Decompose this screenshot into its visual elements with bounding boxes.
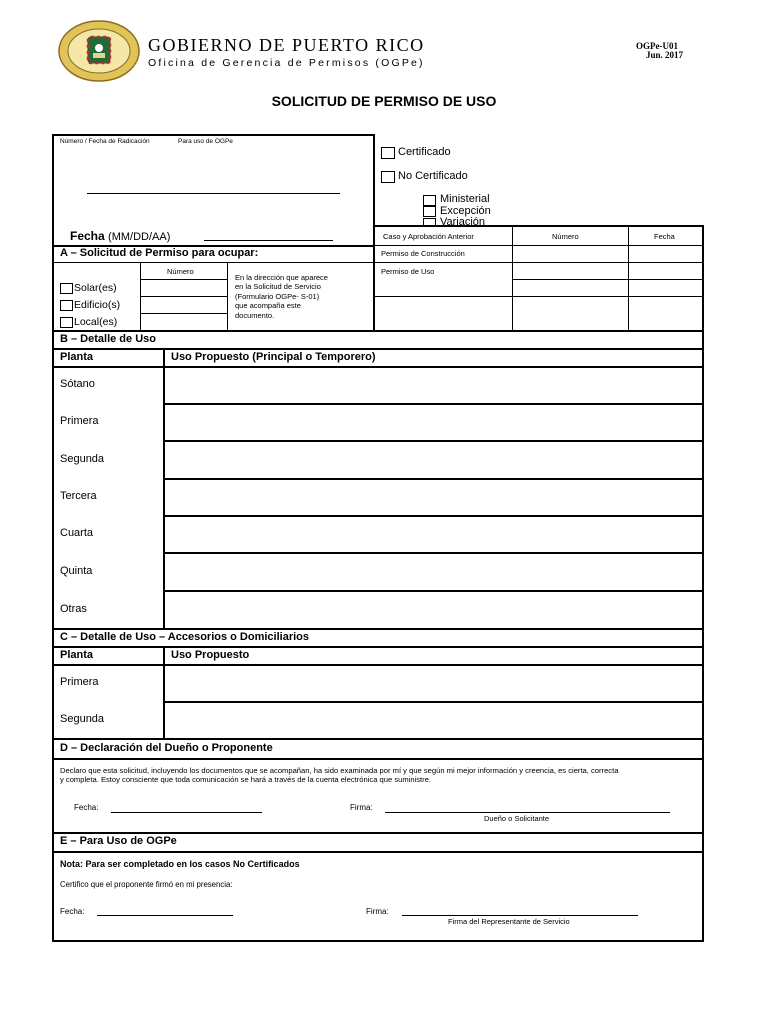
label-numero-fecha-radicacion: Número / Fecha de Radicación: [60, 138, 150, 145]
section-d-fecha-label: Fecha:: [74, 803, 99, 812]
fecha-label: Fecha (MM/DD/AA): [70, 229, 171, 243]
declaration-line-1: Declaro que esta solicitud, incluyendo los documentos que se acompañan, ha sido examinada por mí y que según mi mejor información y creencia, es cierta, correcta: [60, 766, 619, 775]
section-c-planta-header: Planta: [60, 649, 94, 661]
solar-checkbox[interactable]: [60, 283, 73, 294]
accesorio-floor-segunda: Segunda: [60, 713, 105, 725]
ministerial-label: Ministerial: [440, 193, 490, 205]
fecha-header: Fecha: [654, 232, 675, 241]
ministerial-checkbox[interactable]: [423, 195, 436, 206]
section-e-title: E – Para Uso de OGPe: [60, 835, 177, 847]
section-e-signer-label: Firma del Representante de Servicio: [448, 917, 570, 926]
section-d-fecha-input[interactable]: [111, 812, 262, 813]
certificado-checkbox[interactable]: [381, 147, 395, 159]
form-code: OGPe-U01: [636, 41, 678, 51]
edificio-checkbox[interactable]: [60, 300, 73, 311]
uso-input-primera[interactable]: [165, 405, 702, 440]
section-a-note-5: documento.: [235, 311, 275, 320]
section-b-uso-header: Uso Propuesto (Principal o Temporero): [171, 351, 376, 363]
section-e-firma-input[interactable]: [402, 915, 638, 916]
uso-input-sotano[interactable]: [165, 368, 702, 403]
floor-sotano: Sótano: [60, 378, 95, 390]
floor-cuarta: Cuarta: [60, 527, 94, 539]
section-c-title: C – Detalle de Uso – Accesorios o Domiciliarios: [60, 631, 310, 643]
accesorio-input-segunda[interactable]: [165, 703, 702, 738]
floor-otras: Otras: [60, 603, 87, 615]
permiso-construccion-label: Permiso de Construcción: [381, 249, 465, 258]
uso-input-cuarta[interactable]: [165, 517, 702, 552]
section-b-title: B – Detalle de Uso: [60, 333, 156, 345]
floor-primera: Primera: [60, 415, 99, 427]
numero-header: Número: [552, 232, 579, 241]
section-a-note-1: En la dirección que aparece: [235, 273, 328, 282]
section-e-note: Nota: Para ser completado en los casos No Certificados: [60, 859, 300, 869]
local-checkbox[interactable]: [60, 317, 73, 328]
section-e-fecha-input[interactable]: [97, 915, 233, 916]
section-d-firma-input[interactable]: [385, 812, 670, 813]
accesorio-input-primera[interactable]: [165, 666, 702, 701]
uso-input-segunda[interactable]: [165, 442, 702, 478]
section-b-planta-header: Planta: [60, 351, 94, 363]
accesorio-floor-primera: Primera: [60, 676, 99, 688]
section-c-uso-header: Uso Propuesto: [171, 649, 250, 661]
floor-segunda: Segunda: [60, 453, 105, 465]
solar-label: Solar(es): [74, 282, 117, 294]
section-e-fecha-label: Fecha:: [60, 907, 85, 916]
excepcion-checkbox[interactable]: [423, 206, 436, 217]
section-a-note-3: (Formulario OGPe- S-01): [235, 292, 320, 301]
form-date: Jun. 2017: [646, 50, 684, 60]
section-a-note-4: que acompaña este: [235, 301, 301, 310]
caso-header: Caso y Aprobación Anterior: [383, 232, 474, 241]
label-para-uso-ogpe: Para uso de OGPe: [178, 138, 233, 145]
floor-tercera: Tercera: [60, 490, 97, 502]
uso-input-quinta[interactable]: [165, 554, 702, 590]
section-a-note-2: en la Solicitud de Servicio: [235, 282, 321, 291]
certificado-label: Certificado: [398, 146, 451, 158]
no-certificado-label: No Certificado: [398, 170, 468, 182]
section-d-firma-label: Firma:: [350, 803, 373, 812]
section-e-certify: Certifico que el proponente firmó en mi presencia:: [60, 880, 233, 889]
variacion-label: Variación: [440, 217, 486, 225]
declaration-line-2: y completa. Estoy consciente que toda comunicación se hará a través de la cuenta electrónica que suministre.: [60, 775, 432, 784]
excepcion-label: Excepción: [440, 205, 491, 217]
section-a-numero-header: Número: [167, 267, 194, 276]
edificio-label: Edificio(s): [74, 299, 121, 311]
section-d-title: D – Declaración del Dueño o Proponente: [60, 742, 273, 754]
variacion-checkbox[interactable]: [423, 218, 436, 225]
form-title: SOLICITUD DE PERMISO DE USO: [271, 93, 497, 109]
uso-input-tercera[interactable]: [165, 480, 702, 515]
section-a-title: A – Solicitud de Permiso para ocupar:: [60, 247, 259, 259]
puerto-rico-seal: [58, 20, 140, 82]
no-certificado-checkbox[interactable]: [381, 171, 395, 183]
floor-quinta: Quinta: [60, 565, 93, 577]
uso-input-otras[interactable]: [165, 592, 702, 628]
agency-title: GOBIERNO DE PUERTO RICO: [148, 35, 425, 55]
section-d-signer-label: Dueño o Solicitante: [484, 814, 550, 823]
permiso-uso-label: Permiso de Uso: [381, 267, 435, 276]
section-e-firma-label: Firma:: [366, 907, 389, 916]
local-label: Local(es): [74, 316, 118, 328]
fecha-input[interactable]: [204, 240, 333, 241]
radicacion-number-line: [87, 193, 340, 194]
agency-subtitle: Oficina de Gerencia de Permisos (OGPe): [148, 57, 425, 69]
